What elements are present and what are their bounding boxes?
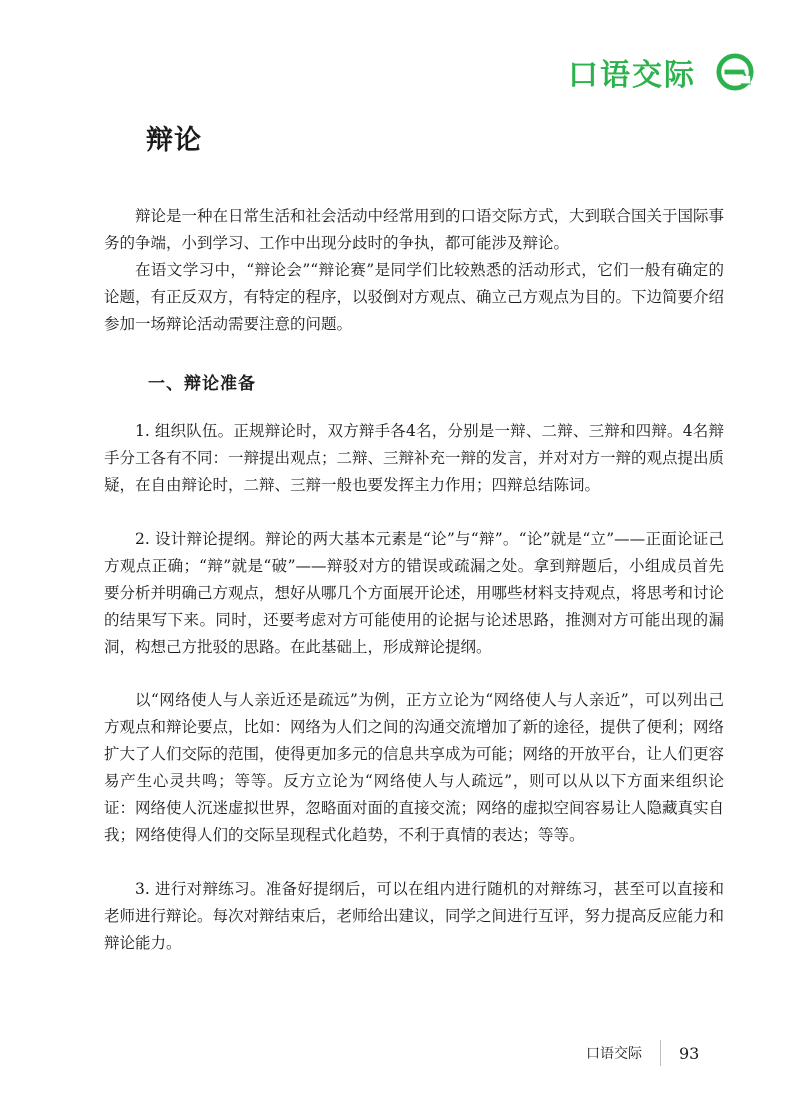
speech-e-icon [716,53,754,91]
page-title: 辩论 [146,125,202,156]
body-paragraph-4: 3. 进行对辩练习。准备好提纲后，可以在组内进行随机的对辩练习，甚至可以直接和老师进行辩论。每次对辩结束后，老师给出建议，同学之间进行互评，努力提高反应能力和辩论能力。 [104,880,725,952]
page-footer [586,1040,699,1066]
page-header [568,50,754,94]
section-heading: 一、辩论准备 [148,374,256,394]
intro-paragraph-1: 辩论是一种在日常生活和社会活动中经常用到的口语交际方式，大到联合国关于国际事务的争端，小到学习、工作中出现分歧时的争执，都可能涉及辩论。 [104,207,725,252]
page-number: 93 [679,1043,700,1063]
section-header-title: 口语交际 [568,58,696,93]
intro-paragraph-2: 在语文学习中，“辩论会”“辩论赛”是同学们比较熟悉的活动形式，它们一般有确定的论题，有正反双方，有特定的程序，以驳倒对方观点、确立己方观点为目的。下边简要介绍参加一场辩论活动需要注意的问题。 [104,261,725,333]
body-paragraph-3: 以“网络使人与人亲近还是疏远”为例，正方立论为“网络使人与人亲近”，可以列出己方观点和辩论要点，比如：网络为人们之间的沟通交流增加了新的途径，提供了便利；网络扩大了人们交际的范围，使得更加多元的信息共享成为可能；网络的开放平台，让人们更容易产生心灵共鸣；等等。反方立论为“网络使人与人疏远”，则可以从以下方面来组织论证：网络使人沉迷虚拟世界，忽略面对面的直接交流；网络的虚拟空间容易让人隐藏真实自我；网络使得人们的交际呈现程式化趋势，不利于真情的表达；等等。 [104,691,725,844]
body-paragraph-2: 2. 设计辩论提纲。辩论的两大基本元素是“论”与“辩”。“论”就是“立”——正面论证己方观点正确；“辩”就是“破”——辩驳对方的错误或疏漏之处。拿到辩题后，小组成员首先要分析并明确己方观点，想好从哪几个方面展开论述，用哪些材料支持观点，将思考和讨论的结果写下来。同时，还要考虑对方可能使用的论据与论述思路，推测对方可能出现的漏洞，构想己方批驳的思路。在此基础上，形成辩论提纲。 [104,530,725,656]
footer-label: 口语交际 [586,1046,642,1062]
footer-divider [660,1040,661,1066]
body-paragraph-1: 1. 组织队伍。正规辩论时，双方辩手各4名，分别是一辩、二辩、三辩和四辩。4名辩手分工各有不同：一辩提出观点；二辩、三辩补充一辩的发言，并对对方一辩的观点提出质疑，在自由辩论时，二辩、三辩一般也要发挥主力作用；四辩总结陈词。 [104,422,725,494]
